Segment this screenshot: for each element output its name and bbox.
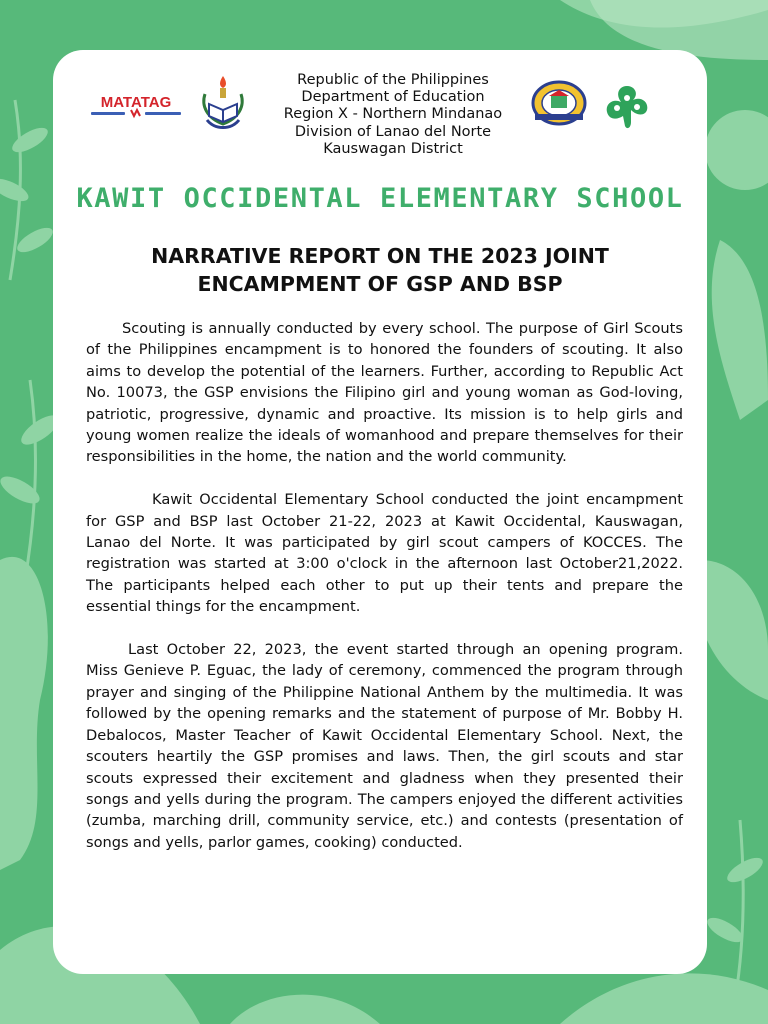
- body-paragraph: Last October 22, 2023, the event started through an opening program. Miss Genieve P. Eguac, the lady of ceremony, commenced the program through prayer and singing of the Philippine National Anthem by the multimedia. It was followed by the opening remarks and the statement of purpose of Mr. Bobby H. Debalocos, Master Teacher of Kawit Occidental Elementary School. Next, the scouters heartily the GSP promises and laws. Then, the girl scouts and star scouts expressed their excitement and gladness when they presented their songs and yells during the program. The campers enjoyed the different activities (zumba, marching drill, community service, etc.) and contests (presentation of songs and yells, parlor games, cooking) conducted.: [86, 641, 683, 851]
- body-paragraph: Kawit Occidental Elementary School conducted the joint encampment for GSP and BSP last October 21-22, 2023 at Kawit Occidental, Kauswagan, Lanao del Norte. It was participated by girl scout campers of KOCCES. The registration was started at 3:00 o'clock in the afternoon last October21,2022. The participants helped each other to put up their tents and prepare the essential things for the encampment.: [86, 491, 683, 616]
- body-paragraph: Scouting is annually conducted by every school. The purpose of Girl Scouts of the Philippines encampment is to honored the founders of scouting. It also aims to develop the potential of the learners. Further, according to Republic Act No. 10073, the GSP envisions the Filipino girl and young woman as God-loving, patriotic, progressive, dynamic and proactive. Its mission is to help girls and young women realize the ideals of womanhood and prepare themselves for their responsibilities in the home, the nation and the world community.: [86, 320, 683, 466]
- letterhead: [53, 70, 707, 165]
- matatag-wordmark: MATATAG: [100, 94, 172, 111]
- letterhead-text: [243, 72, 543, 158]
- matatag-logo: [87, 90, 185, 124]
- gsp-trefoil-icon: [601, 82, 653, 132]
- letterhead-line: Region X - Northern Mindanao: [283, 106, 503, 123]
- deped-seal-icon: [199, 74, 247, 132]
- report-body: [86, 318, 683, 875]
- report-card: [53, 50, 707, 974]
- report-title: NARRATIVE REPORT ON THE 2023 JOINT ENCAMPMENT OF GSP AND BSP: [151, 244, 609, 296]
- letterhead-line: Department of Education: [301, 89, 485, 106]
- letterhead-line: Division of Lanao del Norte: [294, 123, 492, 140]
- school-name: KAWIT OCCIDENTAL ELEMENTARY SCHOOL: [76, 183, 684, 214]
- letterhead-line: Kauswagan District: [323, 140, 463, 157]
- school-seal-icon: [531, 80, 587, 126]
- letterhead-line: Republic of the Philippines: [297, 72, 489, 88]
